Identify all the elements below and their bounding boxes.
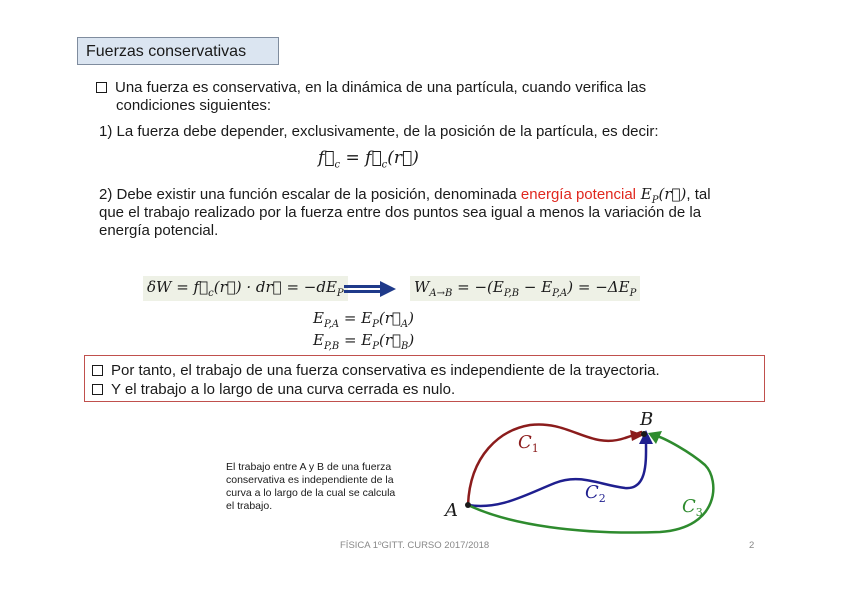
potential-energy-term: energía potencial [520, 186, 637, 203]
page-number: 2 [749, 540, 755, 551]
potential-energy-a: $E_{P,A}$ = $E_P(r⃗_A)$ [313, 309, 414, 330]
work-differential-equation: $\delta W = f⃗_c(r⃗)$ · dr⃗ = $-dE_P$ [143, 276, 348, 301]
bullet-1-line-2: condiciones siguientes: [116, 97, 272, 114]
condition-2-line-3: energía potencial. [99, 222, 219, 239]
formula-force-position: $f⃗_c$ = $f⃗_c(r⃗)$ [318, 148, 419, 171]
condition-2-line-2: que el trabajo realizado por la fuerza entre dos puntos sea igual a menos la variación de la [99, 204, 702, 221]
conclusion-2-text: Y el trabajo a lo largo de una curva cerrada es nulo. [111, 381, 456, 398]
caption-line-2: conservativa es independiente de la [226, 474, 394, 486]
label-a: A [445, 500, 458, 521]
diagram-caption [226, 461, 426, 513]
implies-arrow-icon [344, 280, 399, 298]
condition-2-text-b: , tal [686, 186, 711, 203]
condition-1: 1) La fuerza debe depender, exclusivamente, de la posición de la partícula, es decir: [99, 123, 659, 140]
potential-energy-b: $E_{P,B}$ = $E_P(r⃗_B)$ [313, 331, 415, 352]
point-a [465, 502, 471, 508]
conclusion-1 [92, 362, 660, 379]
caption-line-1: El trabajo entre A y B de una fuerza [226, 461, 392, 473]
condition-2-text-a: 2) Debe existir una función escalar de la posición, denominada [99, 186, 521, 203]
caption-line-3: curva a lo largo de la cual se calcula [226, 487, 396, 499]
label-c1: $C_1$ [518, 432, 539, 455]
potential-energy-symbol: $E_P(r⃗)$ [636, 185, 687, 206]
curve-c2 [468, 440, 646, 506]
caption-line-4: el trabajo. [226, 500, 273, 512]
paths-diagram [430, 400, 720, 545]
label-c2: $C_2$ [585, 482, 606, 505]
checkbox-bullet-icon [92, 365, 103, 376]
checkbox-bullet-icon [96, 82, 107, 93]
bullet-1 [96, 79, 646, 96]
bullet-1-line-1: Una fuerza es conservativa, en la dinámica de una partícula, cuando verifica las [115, 79, 647, 96]
work-energy-equation: $W_{A\to B} = -(E_{P,B} - E_{P,A}) = -\Delta E_P$ [410, 276, 640, 301]
footer-course: FÍSICA 1ºGITT. CURSO 2017/2018 [340, 540, 490, 551]
conclusion-1-text: Por tanto, el trabajo de una fuerza conservativa es independiente de la trayectoria. [111, 362, 660, 379]
label-c3: $C_3$ [682, 496, 703, 519]
conclusion-2 [92, 381, 455, 398]
slide-title: Fuerzas conservativas [77, 37, 279, 65]
curve-c1 [468, 424, 642, 505]
point-b [641, 431, 647, 437]
label-b: B [640, 409, 654, 430]
checkbox-bullet-icon [92, 384, 103, 395]
